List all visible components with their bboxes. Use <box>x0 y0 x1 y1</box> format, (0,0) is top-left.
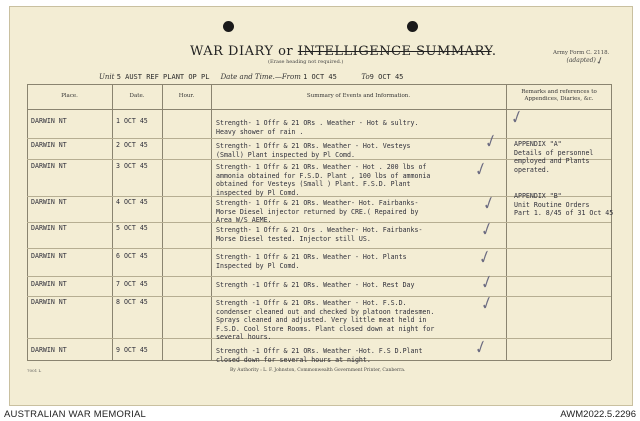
row-date: 2 OCT 45 <box>116 141 148 149</box>
row-rule <box>27 248 611 249</box>
row-place: DARWIN NT <box>31 198 67 206</box>
rule <box>27 109 611 110</box>
row-place: DARWIN NT <box>31 280 67 288</box>
row-summary: Strength -1 Offr & 21 ORs. Weather -Hot. F.S D.Plant closed down for several hours at night. <box>216 347 423 364</box>
row-rule <box>27 138 611 139</box>
archive-name: AUSTRALIAN WAR MEMORIAL <box>4 409 147 420</box>
title-suffix: . <box>491 44 497 59</box>
form-note: (adapted) <box>566 57 596 64</box>
pencil-tick: ✓ <box>475 271 496 294</box>
row-summary: Strength -1 Offr & 21 ORs. Weather - Hot. Rest Day <box>216 281 415 289</box>
row-summary: Strength- 1 Offr & 21 ORs . Weather - Hot & sultry. Heavy shower of rain . <box>216 119 419 136</box>
col-header-place: Place. <box>61 93 78 99</box>
unit-label: Unit <box>99 73 115 81</box>
row-rule <box>27 276 611 277</box>
pencil-tick: ✓ <box>475 218 496 241</box>
title-subtitle: (Erase heading not required.) <box>268 59 344 65</box>
row-summary: Strength- 1 Offr & 21 ORs. Weather- Hot. Fairbanks- Morse Diesel injector returned by CRE.( Repaired by Area W/S AEME. <box>216 199 419 225</box>
pencil-tick: ✓ <box>469 336 490 359</box>
form-number-text: Army Form C. 2118. <box>553 50 610 56</box>
pencil-tick: ✓ <box>505 106 526 129</box>
row-place: DARWIN NT <box>31 162 67 170</box>
pencil-tick: ✓ <box>477 192 498 215</box>
row-summary: Strength- 1 Offr & 21 ORs. Weather - Hot . 200 lbs of ammonia obtained for F.S.D. Plant , 100 lbs of ammonia obtained for Vesteys (Small ) Plant. F.S.D. Plant inspected by Pl Comd. <box>216 163 431 197</box>
row-date: 7 OCT 45 <box>116 280 148 288</box>
form-code: 7001 L <box>27 368 42 373</box>
row-date: 4 OCT 45 <box>116 198 148 206</box>
pencil-tick: ✓ <box>469 158 490 181</box>
row-date: 9 OCT 45 <box>116 346 148 354</box>
pencil-tick: ✓ <box>473 246 494 269</box>
date-from-label: Date and Time.—From <box>220 73 301 81</box>
row-place: DARWIN NT <box>31 141 67 149</box>
title-prefix: WAR DIARY or <box>190 44 298 59</box>
unit-value: 5 AUST REF PLANT OP PL <box>116 73 210 81</box>
pencil-tick: ✓ <box>475 292 496 315</box>
document-title <box>190 44 496 59</box>
row-summary: Strength- 1 Offr & 21 Ors . Weather- Hot. Fairbanks- Morse Diesel tested. Injector still US. <box>216 226 423 243</box>
punch-hole <box>407 21 418 32</box>
row-summary: Strength- 1 Offr & 21 ORs. Weather - Hot. Vesteys (Small) Plant inspected by Pl Comd. <box>216 142 411 159</box>
row-place: DARWIN NT <box>31 224 67 232</box>
date-to-label: To <box>361 73 370 81</box>
diary-table <box>27 84 639 384</box>
row-date: 8 OCT 45 <box>116 298 148 306</box>
row-place: DARWIN NT <box>31 346 67 354</box>
col-header-hour: Hour. <box>178 93 195 99</box>
col-header-summary: Summary of Events and Information. <box>306 93 411 99</box>
row-date: 5 OCT 45 <box>116 224 148 232</box>
row-place: DARWIN NT <box>31 117 67 125</box>
pencil-mark: ✓ <box>594 54 607 69</box>
row-place: DARWIN NT <box>31 298 67 306</box>
row-remarks: APPENDIX "B" Unit Routine Orders Part 1. 8/45 of 31 Oct 45 <box>514 192 614 218</box>
punch-hole <box>223 21 234 32</box>
archive-reference: AWM2022.5.2296 <box>560 409 636 420</box>
date-from-value: 1 OCT 45 <box>303 73 337 81</box>
pencil-tick: ✓ <box>479 130 500 153</box>
rule <box>611 84 612 360</box>
row-place: DARWIN NT <box>31 252 67 260</box>
printer-credit: By Authority : L. F. Johnston, Commonwealth Government Printer, Canberra. <box>230 368 406 373</box>
date-to-value: 9 OCT 45 <box>369 73 404 81</box>
row-date: 3 OCT 45 <box>116 162 148 170</box>
col-header-date: Date. <box>129 93 145 99</box>
row-remarks: APPENDIX "A" Details of personnel employed and Plants operated. <box>514 140 594 174</box>
unit-line <box>99 73 403 81</box>
rule <box>27 84 611 85</box>
row-date: 6 OCT 45 <box>116 252 148 260</box>
row-date: 1 OCT 45 <box>116 117 148 125</box>
row-summary: Strength -1 Offr & 21 ORs. Weather - Hot. F.S.D. condenser cleaned out and checked by platoon tradesmen. Sprays cleaned and adjusted. Very little meat held in F.S.D. Cool Store Rooms. Plant closed down at night for several hours. <box>216 299 435 342</box>
row-summary: Strength- 1 Offr & 21 ORs. Weather - Hot. Plants Inspected by Pl Comd. <box>216 253 407 270</box>
title-struck: INTELLIGENCE SUMMARY <box>297 44 492 59</box>
col-header-remarks: Remarks and references to Appendices, Diaries, &c. <box>521 89 597 102</box>
row-rule <box>27 296 611 297</box>
